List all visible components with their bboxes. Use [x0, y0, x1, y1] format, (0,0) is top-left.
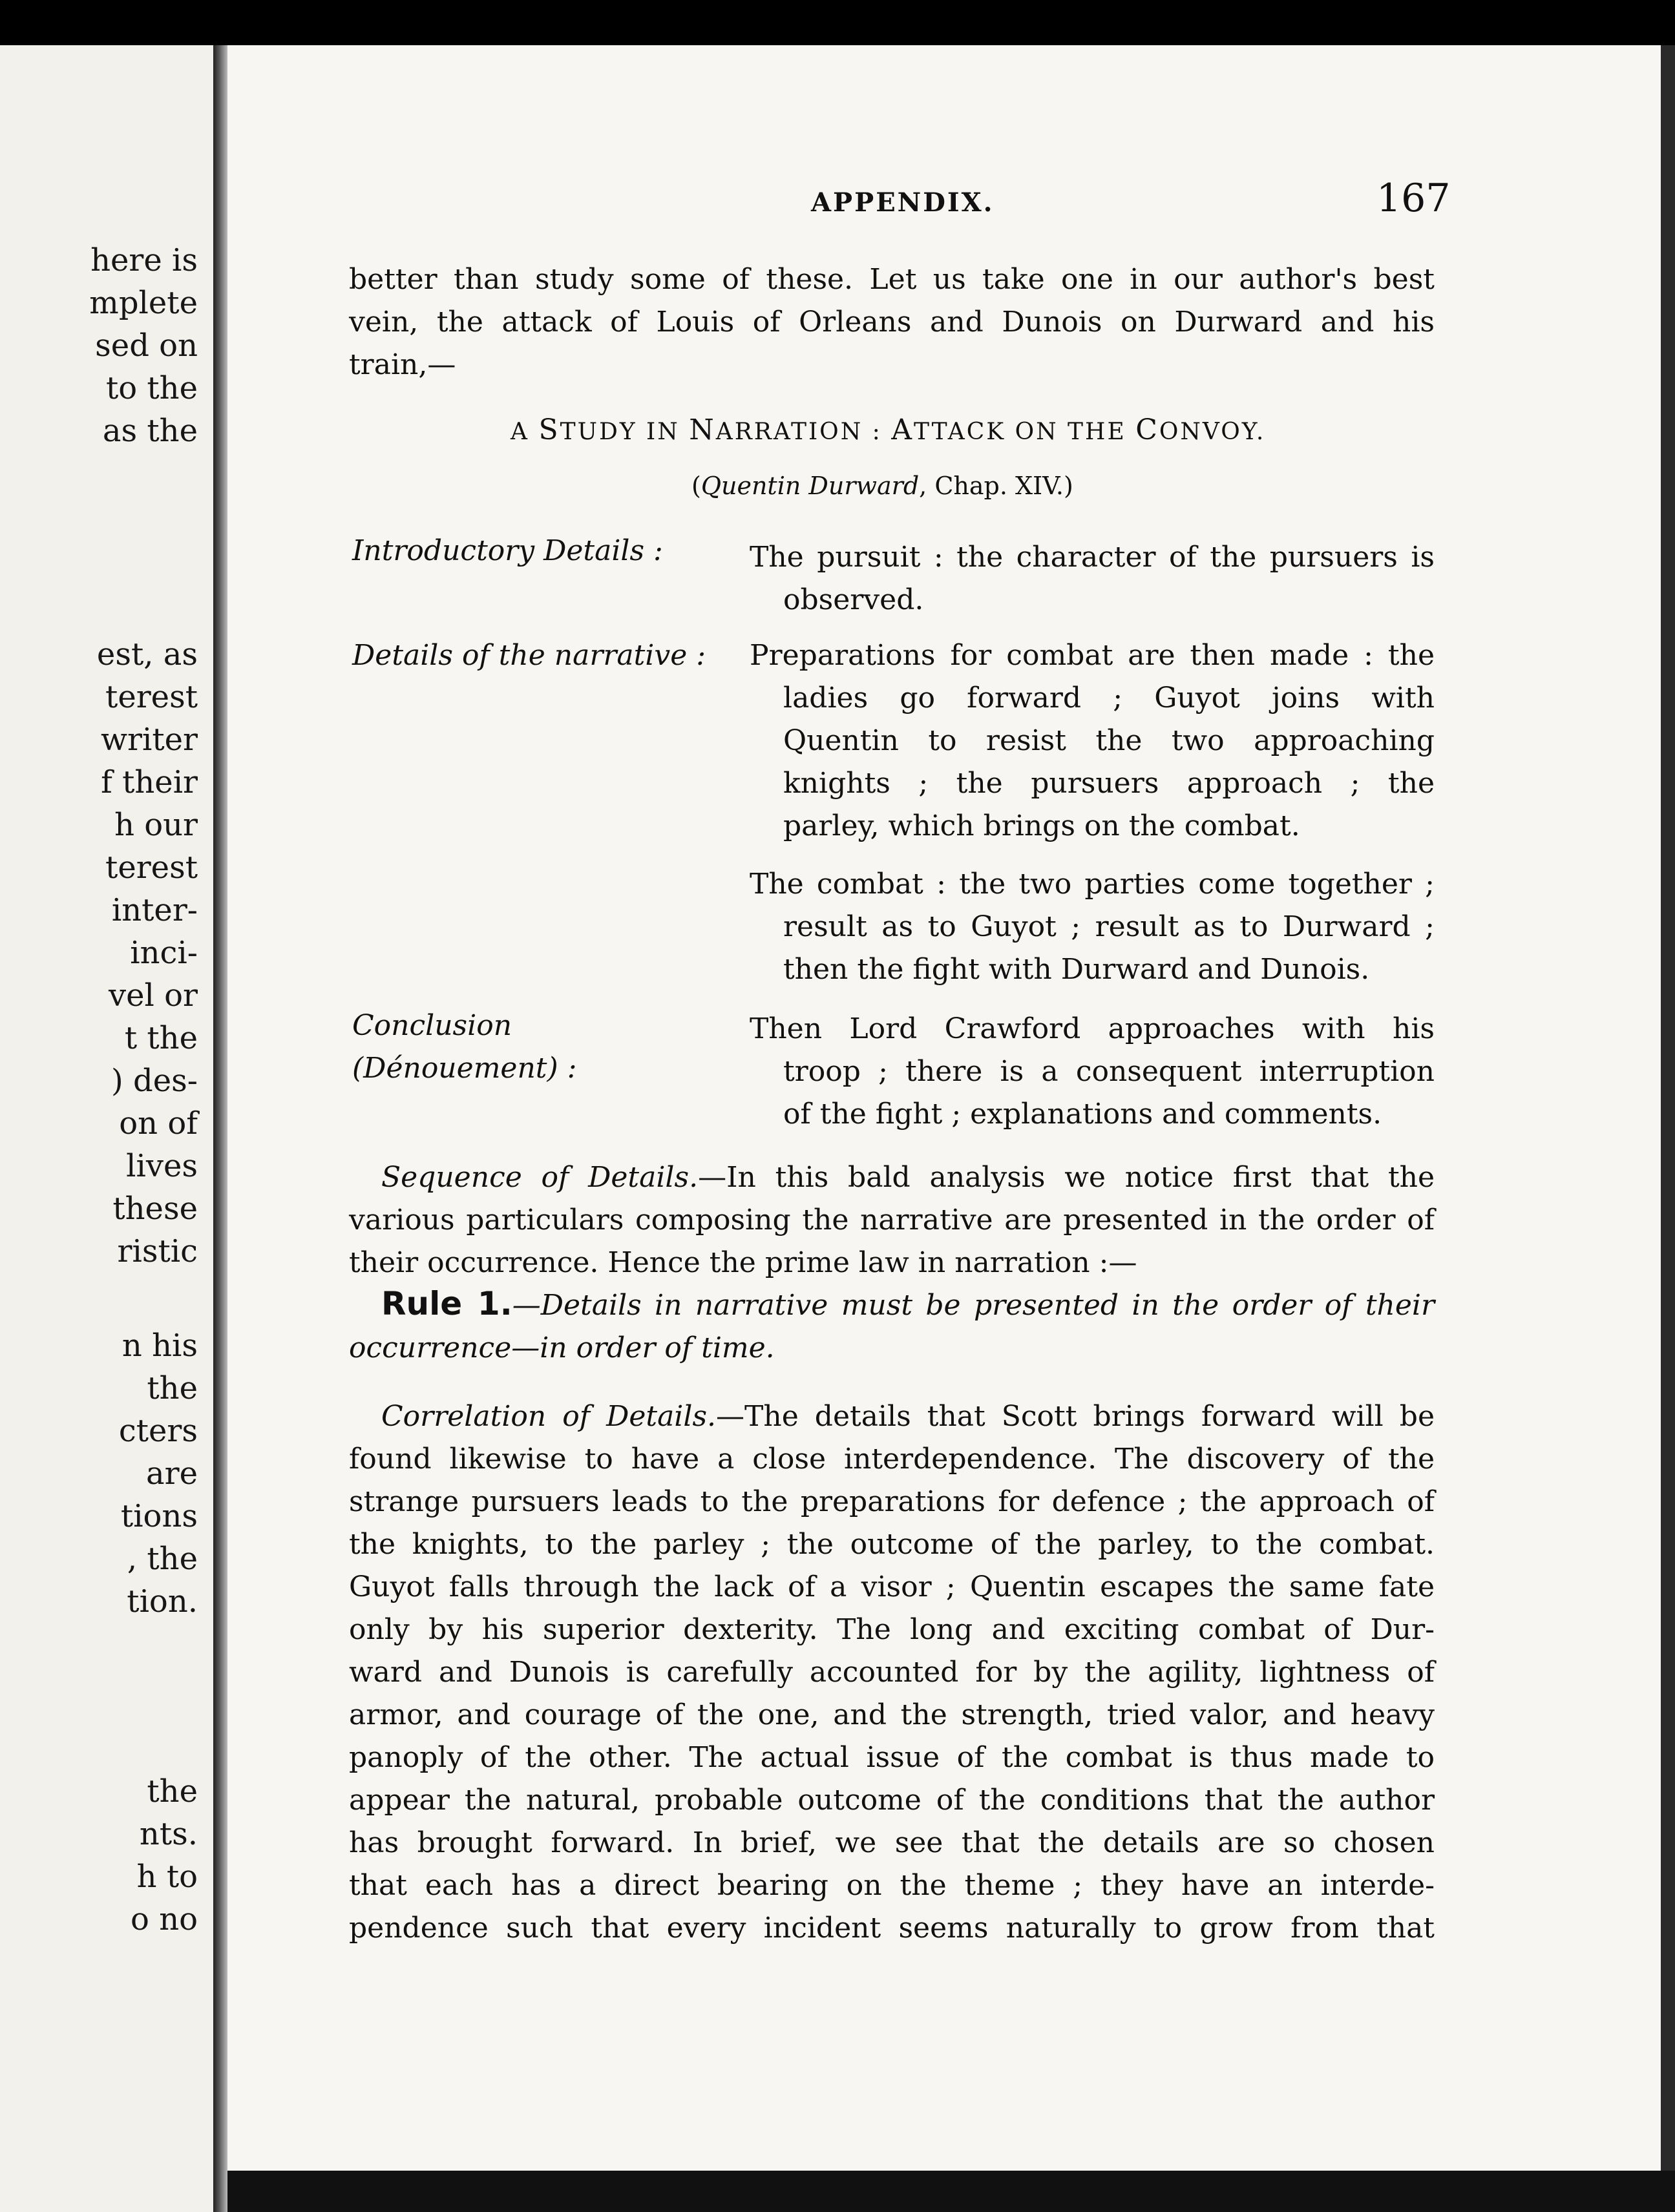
- outline-introductory: [750, 536, 1435, 621]
- left-page-fragment: n his: [121, 1328, 198, 1364]
- scan-border-bottom: [227, 2171, 1675, 2212]
- heading-part: TUDY IN: [560, 419, 690, 445]
- book-gutter: [213, 45, 227, 2212]
- text-line: Preparations for combat are then made : the: [750, 639, 1435, 672]
- heading-cap: S: [538, 413, 560, 446]
- source-open: (: [691, 472, 701, 500]
- heading-part: ONVOY.: [1159, 419, 1266, 445]
- text-line: knights ; the pursuers approach ; the: [783, 767, 1435, 800]
- text-line: train,—: [349, 348, 456, 381]
- left-page-fragment: est, as: [96, 636, 198, 673]
- rule-1-heading: Rule 1.: [381, 1285, 512, 1322]
- left-page-fragment: on of: [119, 1105, 198, 1142]
- intro-paragraph: [349, 258, 1435, 386]
- heading-part: TTACK ON THE: [913, 419, 1136, 445]
- text-line: armor, and courage of the one, and the strength, tried valor, and heavy: [349, 1698, 1435, 1731]
- text-line: [349, 1282, 1435, 1327]
- text-line: their occurrence. Hence the prime law in narration :—: [349, 1246, 1137, 1279]
- text-line: troop ; there is a consequent interruption: [783, 1055, 1435, 1088]
- text-line: The combat : the two parties come together ;: [750, 868, 1435, 901]
- sequence-paragraph: [349, 1156, 1435, 1284]
- correlation-title: Correlation of Details.: [381, 1400, 717, 1433]
- conclusion-label-line: (Dénouement) :: [352, 1052, 577, 1085]
- study-heading: [511, 413, 1265, 446]
- left-page-fragment: lives: [126, 1148, 198, 1184]
- text-line: found likewise to have a close interdependence. The discovery of the: [349, 1443, 1435, 1476]
- left-page-fragment: terest: [105, 850, 198, 886]
- text-line: [349, 1156, 1435, 1199]
- heading-part: A: [511, 419, 539, 445]
- left-page-fragment: inter-: [111, 892, 198, 928]
- left-page-fragment: the: [147, 1773, 198, 1810]
- heading-cap: C: [1135, 413, 1159, 446]
- left-page-fragment: tions: [120, 1498, 198, 1534]
- scan-border-top: [0, 0, 1675, 45]
- text-line: the knights, to the parley ; the outcome of the parley, to the combat.: [349, 1528, 1435, 1561]
- rule-1-text: —Details in narrative must be presented in the order of their: [512, 1289, 1435, 1322]
- left-page-fragment: f their: [101, 764, 198, 800]
- text-line: then the fight with Durward and Dunois.: [783, 953, 1370, 986]
- left-page-fragment: ristic: [117, 1233, 198, 1269]
- conclusion-label-line: Conclusion: [352, 1009, 512, 1042]
- text-line: pendence such that every incident seems naturally to grow from that: [349, 1912, 1435, 1945]
- text-line: strange pursuers leads to the preparations for defence ; the approach of: [349, 1485, 1435, 1518]
- heading-part: ARRATION :: [715, 419, 892, 445]
- text-line: has brought forward. In brief, we see that the details are so chosen: [349, 1826, 1435, 1859]
- left-page-fragment: o no: [131, 1901, 198, 1937]
- outline-label-conclusion: [352, 1005, 576, 1090]
- left-page-fragment: are: [146, 1456, 198, 1492]
- correlation-line-rest: —The details that Scott brings forward will be: [716, 1400, 1435, 1433]
- left-page-fragment: the: [147, 1370, 198, 1406]
- text-line: various particulars composing the narrative are presented in the order of: [349, 1204, 1435, 1236]
- running-head: APPENDIX.: [811, 187, 995, 218]
- source-rest: , Chap. XIV.): [919, 472, 1073, 500]
- page-number: 167: [1376, 176, 1451, 221]
- text-line: result as to Guyot ; result as to Durward ;: [783, 910, 1435, 943]
- left-page-fragment: inci-: [130, 935, 198, 971]
- left-page-fragment: t the: [124, 1020, 198, 1056]
- left-page-fragment: as the: [102, 413, 198, 449]
- text-line: appear the natural, probable outcome of the conditions that the author: [349, 1784, 1435, 1817]
- left-page-fragment: , the: [127, 1541, 198, 1577]
- text-line: [349, 1395, 1435, 1438]
- left-page-fragment: tion.: [127, 1583, 198, 1620]
- sequence-line-rest: —In this bald analysis we notice first that the: [698, 1161, 1435, 1194]
- text-line: better than study some of these. Let us take one in our author's best: [349, 263, 1435, 296]
- text-line: The pursuit : the character of the pursuers is: [750, 541, 1435, 574]
- left-facing-page: [0, 45, 213, 2212]
- text-line: parley, which brings on the combat.: [783, 809, 1300, 842]
- text-line: ward and Dunois is carefully accounted for by the agility, lightness of: [349, 1656, 1435, 1689]
- text-line: of the fight ; explanations and comments.: [783, 1098, 1382, 1131]
- left-page-fragment: cters: [118, 1413, 198, 1449]
- outline-conclusion: [750, 1008, 1435, 1136]
- left-page-fragment: these: [112, 1191, 198, 1227]
- left-page-fragment: writer: [100, 722, 198, 758]
- outline-label-narrative: Details of the narrative :: [352, 639, 706, 672]
- text-line: ladies go forward ; Guyot joins with: [783, 682, 1435, 715]
- left-page-fragment: sed on: [95, 328, 198, 364]
- left-page-fragment: h to: [136, 1859, 198, 1895]
- text-line: vein, the attack of Louis of Orleans and Dunois on Durward and his: [349, 306, 1435, 339]
- rule-1: [349, 1282, 1435, 1370]
- correlation-paragraph: [349, 1395, 1435, 1950]
- text-line: only by his superior dexterity. The long and exciting combat of Dur-: [349, 1613, 1435, 1646]
- page-edge-shadow: [1661, 45, 1675, 2171]
- outline-narrative-preparations: [750, 634, 1435, 848]
- left-page-fragment: here is: [90, 242, 198, 278]
- study-source: [691, 472, 1073, 500]
- left-page-fragment: ) des-: [111, 1063, 198, 1099]
- text-line: panoply of the other. The actual issue of the combat is thus made to: [349, 1741, 1435, 1774]
- text-line: observed.: [783, 583, 924, 616]
- text-line: Quentin to resist the two approaching: [783, 724, 1435, 757]
- heading-cap: A: [891, 413, 914, 446]
- heading-cap: N: [689, 413, 716, 446]
- left-page-fragment: to the: [105, 370, 198, 406]
- text-line: Then Lord Crawford approaches with his: [750, 1012, 1435, 1045]
- left-page-fragment: nts.: [139, 1816, 198, 1852]
- source-title: Quentin Durward: [701, 472, 920, 500]
- rule-1-text-cont: occurrence—in order of time.: [349, 1331, 775, 1364]
- sequence-title: Sequence of Details.: [381, 1161, 699, 1194]
- outline-narrative-combat: [750, 863, 1435, 991]
- text-line: Guyot falls through the lack of a visor ; Quentin escapes the same fate: [349, 1570, 1435, 1603]
- outline-label-introductory: Introductory Details :: [352, 534, 663, 567]
- left-page-fragment: mplete: [89, 285, 198, 321]
- text-line: that each has a direct bearing on the theme ; they have an interde-: [349, 1869, 1435, 1902]
- left-page-fragment: h our: [114, 807, 198, 843]
- text-line: [349, 1327, 1435, 1370]
- left-page-fragment: terest: [105, 679, 198, 715]
- left-page-fragment: vel or: [109, 977, 198, 1014]
